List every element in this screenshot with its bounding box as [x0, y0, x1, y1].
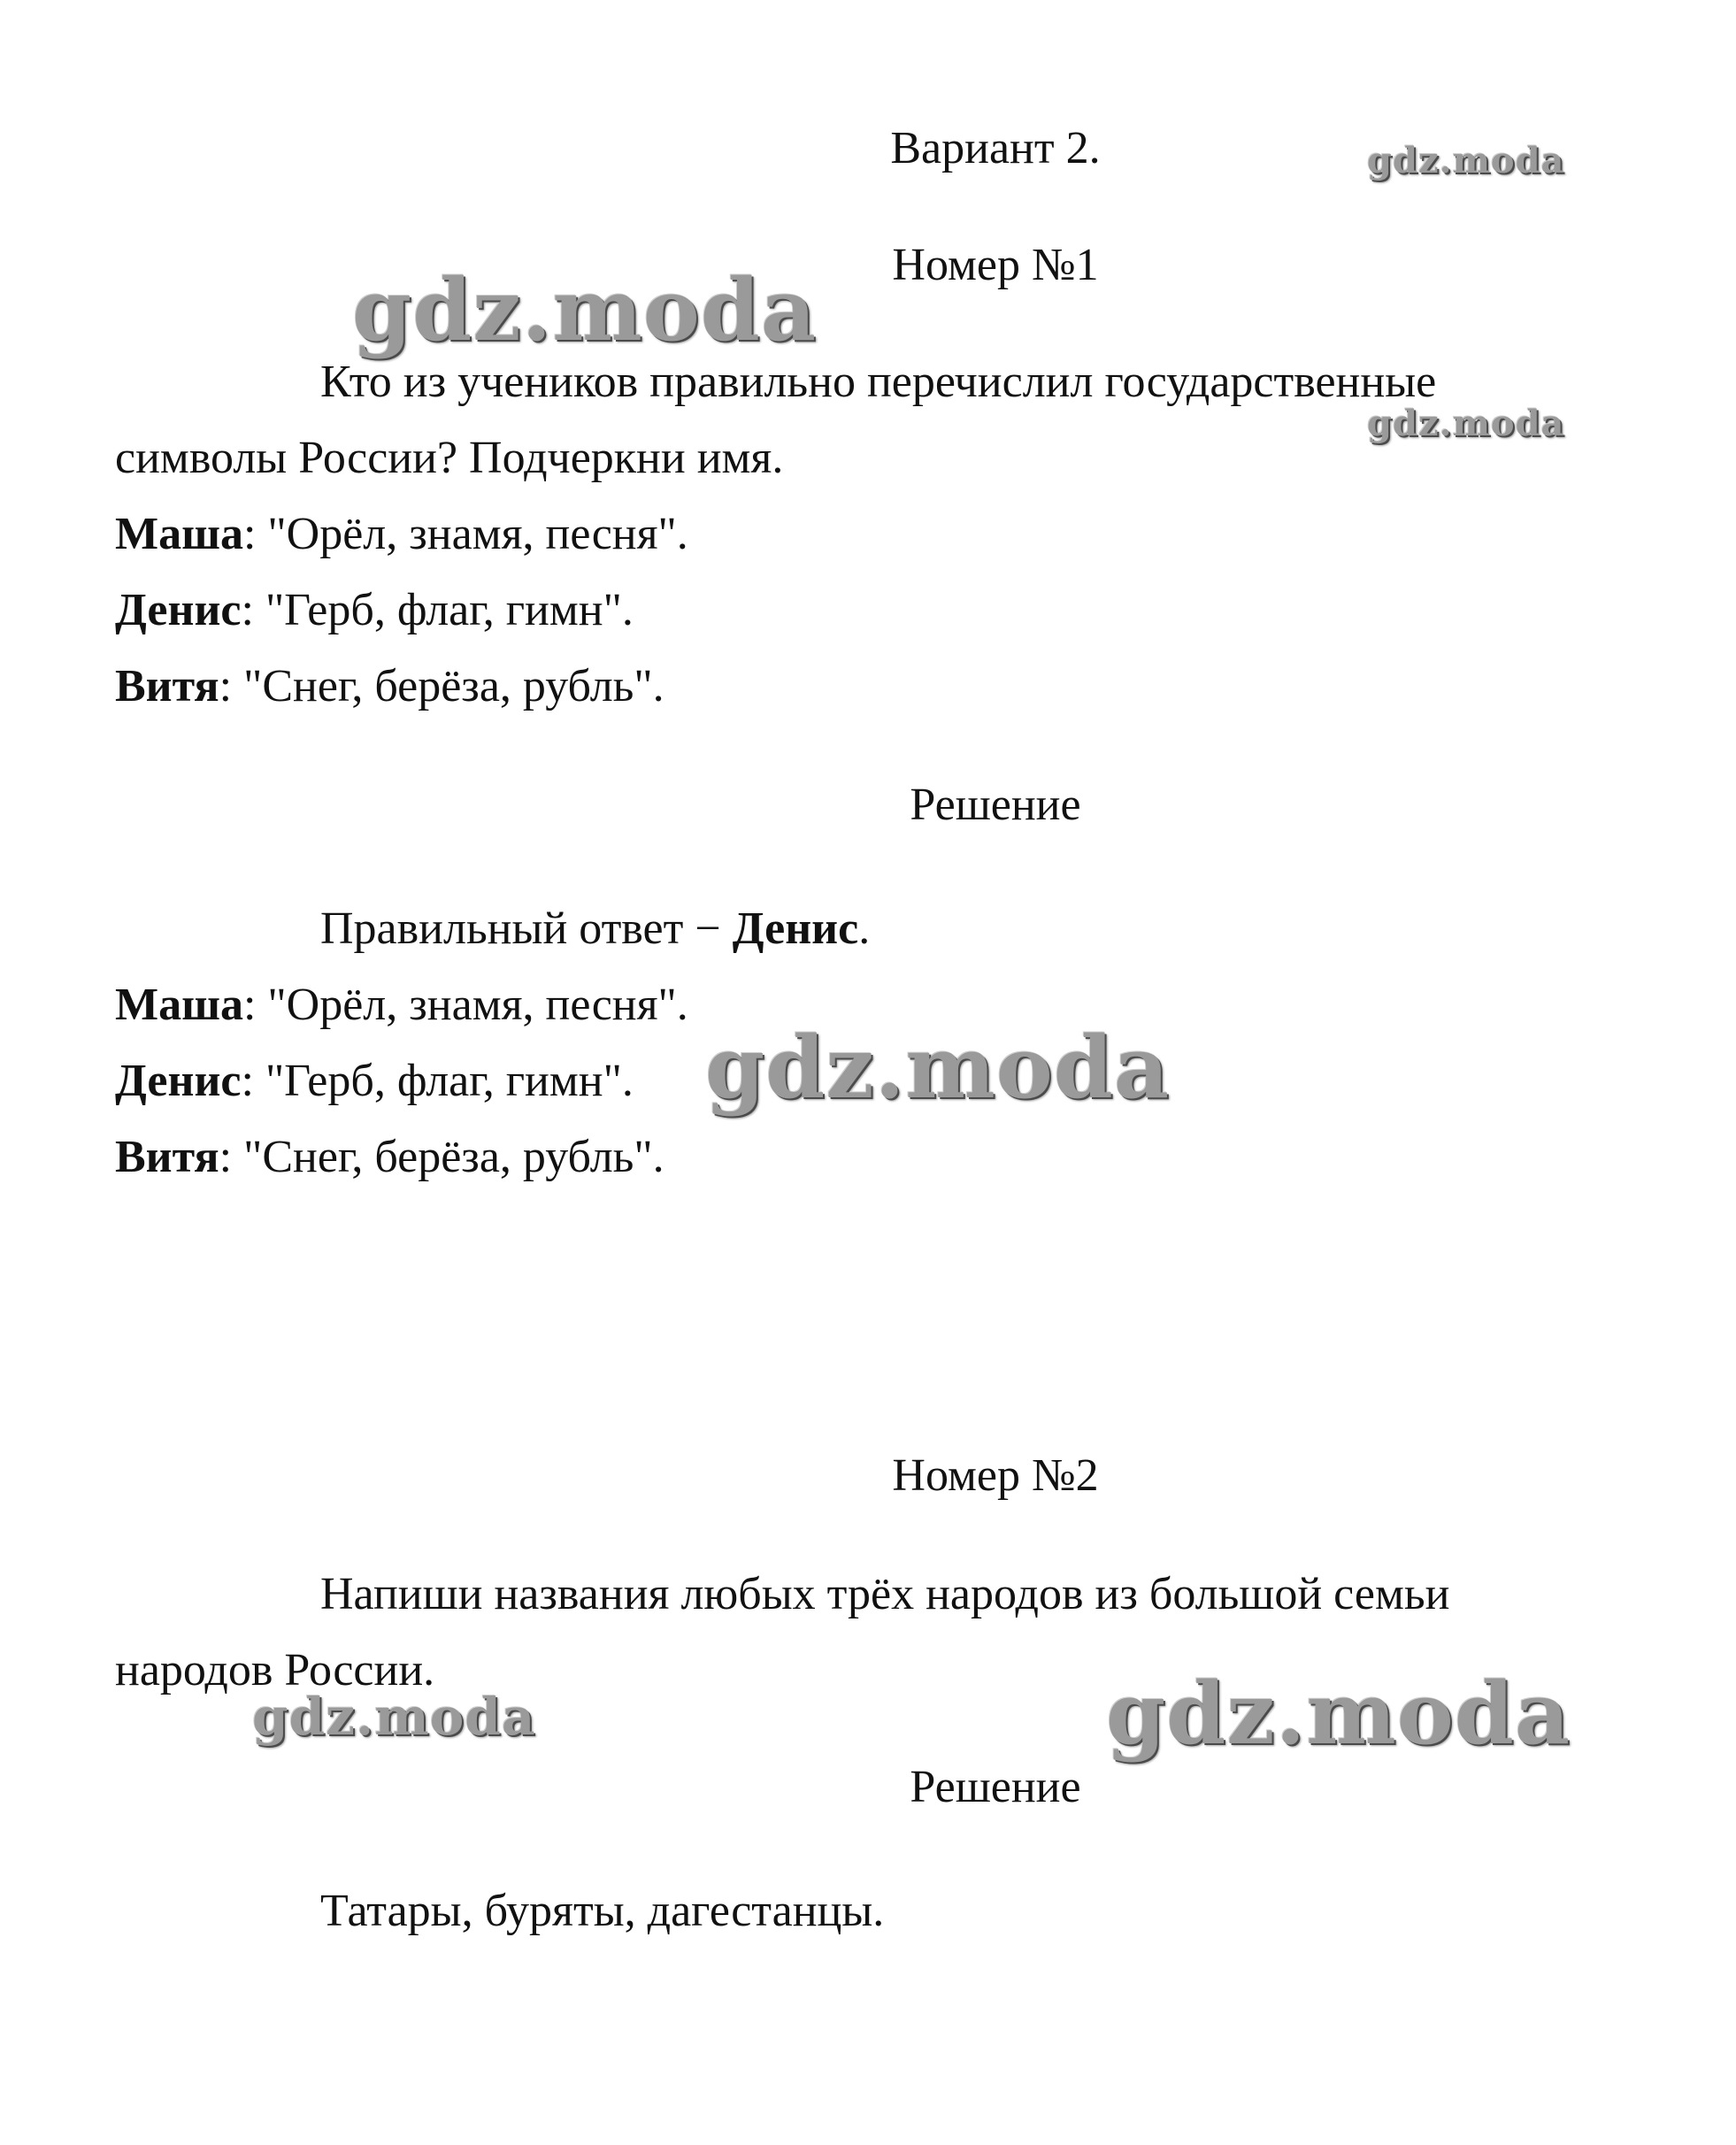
- solution-suffix: .: [858, 903, 871, 954]
- task1-question-line1: Кто из учеников правильно перечислил государственные: [320, 357, 1437, 407]
- task2-question-line1: Напиши названия любых трёх народов из большой семьи: [320, 1569, 1450, 1619]
- variant-title: Вариант 2.: [890, 123, 1101, 173]
- task1-answer-denis: [115, 582, 634, 639]
- task1-heading: Номер №1: [892, 240, 1099, 290]
- solution-answer-masha: [115, 977, 688, 1034]
- watermark: gdz.moda: [1367, 403, 1565, 444]
- answer-name: Маша: [115, 980, 243, 1030]
- task2-heading: Номер №2: [892, 1450, 1099, 1501]
- answer-text: : "Орёл, знамя, песня".: [242, 980, 688, 1030]
- answer-text: : "Герб, флаг, гимн".: [241, 585, 634, 635]
- solution-prefix: Правильный ответ −: [320, 903, 733, 954]
- solution-answer-vitya: [115, 1129, 664, 1186]
- answer-name: Денис: [115, 585, 242, 635]
- task1-answer-vitya: [115, 658, 664, 715]
- answer-text: : "Герб, флаг, гимн".: [241, 1056, 634, 1106]
- watermark: gdz.moda: [1106, 1664, 1571, 1764]
- answer-text: : "Снег, берёза, рубль".: [219, 661, 664, 711]
- solution-name: Денис: [732, 903, 859, 954]
- task1-solution-line: [320, 901, 870, 957]
- answer-text: : "Орёл, знамя, песня".: [242, 509, 688, 559]
- answer-name: Денис: [115, 1056, 242, 1106]
- task2-solution-heading: Решение: [910, 1762, 1081, 1812]
- watermark: gdz.moda: [352, 260, 818, 360]
- watermark: gdz.moda: [705, 1018, 1171, 1118]
- task1-answer-masha: [115, 506, 688, 563]
- task1-solution-heading: Решение: [910, 780, 1081, 830]
- answer-name: Маша: [115, 509, 243, 559]
- answer-text: : "Снег, берёза, рубль".: [219, 1132, 664, 1182]
- task2-solution-text: Татары, буряты, дагестанцы.: [320, 1886, 885, 1936]
- task1-question-line2: символы России? Подчеркни имя.: [115, 433, 784, 483]
- answer-name: Витя: [115, 661, 219, 711]
- solution-answer-denis: [115, 1053, 634, 1110]
- task2-question-line2: народов России.: [115, 1645, 435, 1695]
- answer-name: Витя: [115, 1132, 219, 1182]
- watermark: gdz.moda: [1367, 140, 1565, 181]
- watermark: gdz.moda: [252, 1687, 536, 1747]
